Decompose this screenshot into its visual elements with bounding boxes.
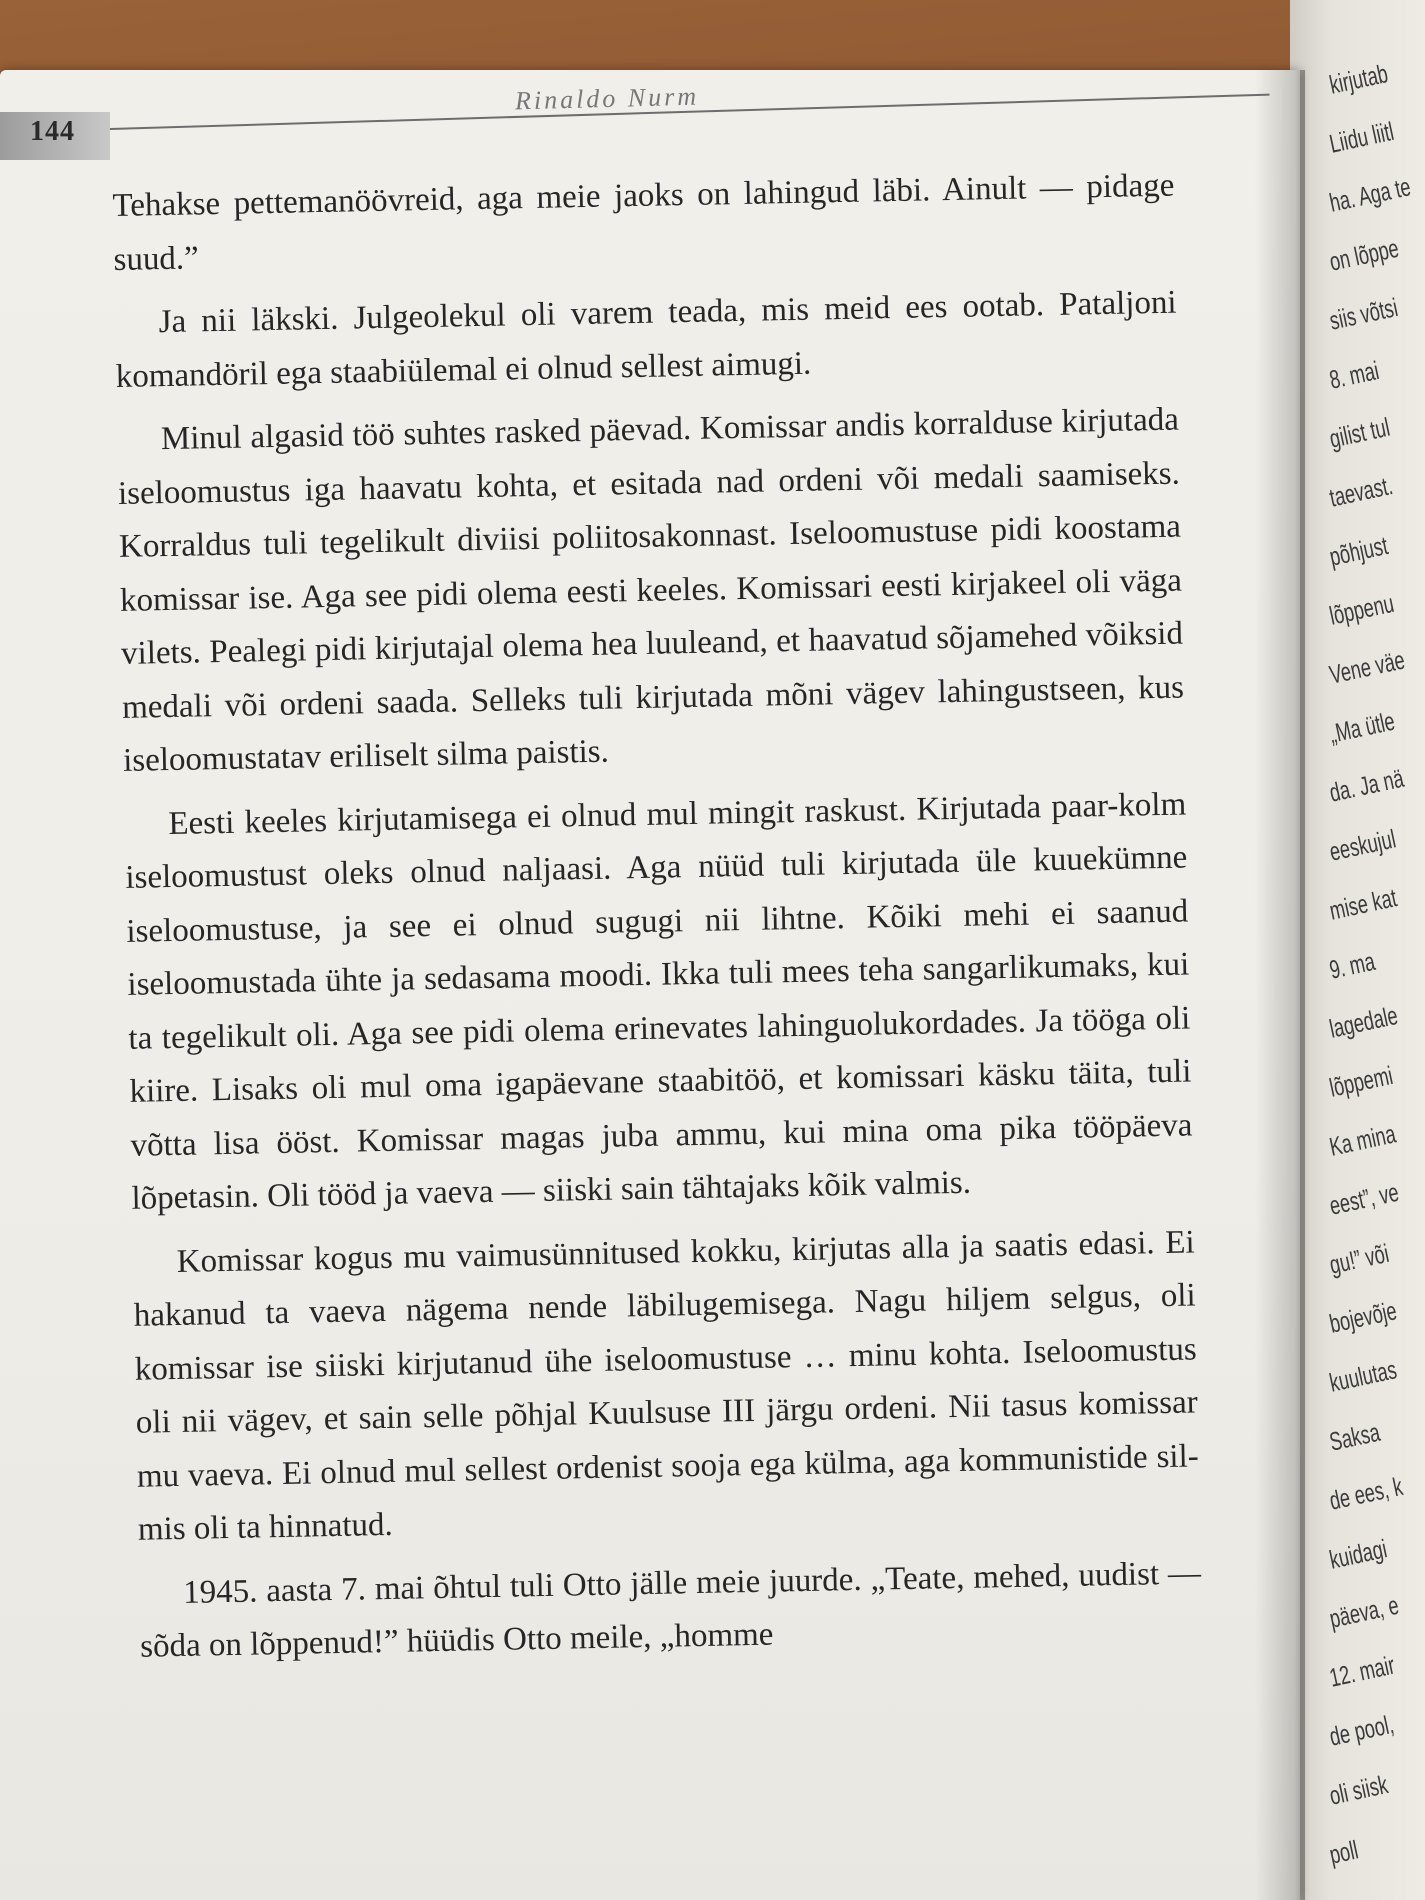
- facing-page-line: siis võtsi: [1326, 292, 1401, 336]
- facing-page-line: on lõppe: [1326, 232, 1402, 277]
- page-gutter-shadow: [1255, 70, 1305, 1900]
- facing-page-line: de ees, k: [1326, 1470, 1406, 1516]
- facing-page-line: Ka mina: [1326, 1118, 1399, 1162]
- paragraph: Komissar kogus mu vaimusünnitused kokku, kirjutas alla ja saatis edasi. Ei hakanud ta vaeva nägema nende läbilugemisega. Nagu hiljem selgus, oli komissar ise siiski kirjutanud ühe iseloomustuse … minu kohta. Iseloomustus oli nii vägev, et sain selle põhjal Kuulsuse III järgu ordeni. Nii tasus komissar mu vaeva. Ei olnud mul sellest ordenist sooja ega külma, aga kommunistide silmis oli ta hinnatud.: [133, 1223, 1200, 1548]
- facing-page-line: põhjust: [1326, 530, 1391, 572]
- facing-page-line: poll: [1326, 1834, 1361, 1870]
- facing-page-line: bojevõje: [1326, 1295, 1400, 1339]
- facing-page: [1290, 0, 1425, 1900]
- paragraph: Tehakse pettemanöövreid, aga meie jaoks on lahingud läbi. Ainult — pidage suud.”: [112, 167, 1175, 278]
- facing-page-line: 9. ma: [1326, 945, 1378, 985]
- facing-page-line: lõppenu: [1326, 587, 1397, 631]
- paragraph: 1945. aasta 7. mai õhtul tuli Otto jälle meie juurde. „Teate, mehed, uudist — sõda on lõppenud!” hüüdis Otto meile, „homme: [139, 1554, 1202, 1665]
- facing-page-line: da. Ja nä: [1326, 762, 1407, 808]
- facing-page-line: 12. mair: [1326, 1649, 1398, 1693]
- facing-page-line: kuidagi: [1326, 1533, 1390, 1575]
- facing-page-line: eest”, ve: [1326, 1176, 1402, 1221]
- page-number: 144: [30, 116, 75, 147]
- facing-page-line: päeva, e: [1326, 1589, 1402, 1634]
- facing-page-line: eeskujul: [1326, 823, 1399, 867]
- facing-page-line: de pool,: [1326, 1708, 1397, 1752]
- facing-page-line: Vene väe: [1326, 644, 1408, 690]
- facing-page-line: gilist tul: [1326, 411, 1393, 454]
- running-head: Rinaldo Nurm: [514, 81, 700, 116]
- facing-page-line: Saksa: [1326, 1416, 1383, 1457]
- body-text: [112, 160, 1203, 1685]
- facing-page-line: lagedale: [1326, 1000, 1401, 1044]
- facing-page-line: taevast.: [1326, 470, 1396, 513]
- facing-page-line: „Ma ütle: [1326, 705, 1398, 749]
- facing-page-line: gu!” või: [1326, 1237, 1392, 1280]
- facing-page-line: kuulutas: [1326, 1354, 1400, 1398]
- facing-page-line: mise kat: [1326, 882, 1400, 926]
- facing-page-line: Liidu liitl: [1326, 115, 1397, 159]
- facing-page-line: oli siisk: [1326, 1769, 1391, 1811]
- paragraph: Ja nii läkski. Julgeolekul oli varem teada, mis meid ees ootab. Pataljoni komandöril ega staabiülemal ei olnud sellest aimugi.: [115, 284, 1177, 395]
- facing-page-line: kirjutab: [1326, 58, 1391, 100]
- paragraph: Minul algasid töö suhtes rasked päevad. Komissar andis korralduse kirjutada iseloomustus iga haavatu kohta, et esitada nad ordeni või medali saamiseks. Korraldus tuli tegelikult diviisi poliitosakonnast. Iseloomustuse pidi koostama komissar ise. Aga see pidi olema eesti keeles. Komissari eesti kirjakeel oli väga vilets. Pealegi pidi kirjutajal olema hea luuleand, et haavatud sõjamehed võiksid medali või ordeni saada. Selleks tuli kirjutada mõni vägev lahingustseen, kus iseloomustatav eriliselt silma paistis.: [117, 401, 1185, 779]
- facing-page-line: lõppemi: [1326, 1060, 1396, 1103]
- facing-page-line: ha. Aga te: [1326, 171, 1414, 218]
- paragraph: Eesti keeles kirjutamisega ei olnud mul mingit raskust. Kirjutada paar-kolm iseloomustust oleks olnud naljaasi. Aga nüüd tuli kirjutada üle kuuekümne iseloomustuse, ja see ei olnud sugugi nii lihtne. Kõiki mehi ei saanud iseloomustada ühte ja sedasama moodi. Ikka tuli mees teha sangarlikumaks, kui ta tegelikult oli. Aga see pidi olema erinevates lahinguolukordades. Ja tööga oli kiire. Lisaks oli mul oma igapäevane staabitöö, et komissari käsku täita, tuli võtta lisa ööst. Komissar magas juba ammu, kui mina oma pika tööpäeva lõpetasin. Oli tööd ja vaeva — siiski sain tähtajaks kõik valmis.: [125, 785, 1193, 1217]
- facing-page-line: 8. mai: [1326, 355, 1382, 395]
